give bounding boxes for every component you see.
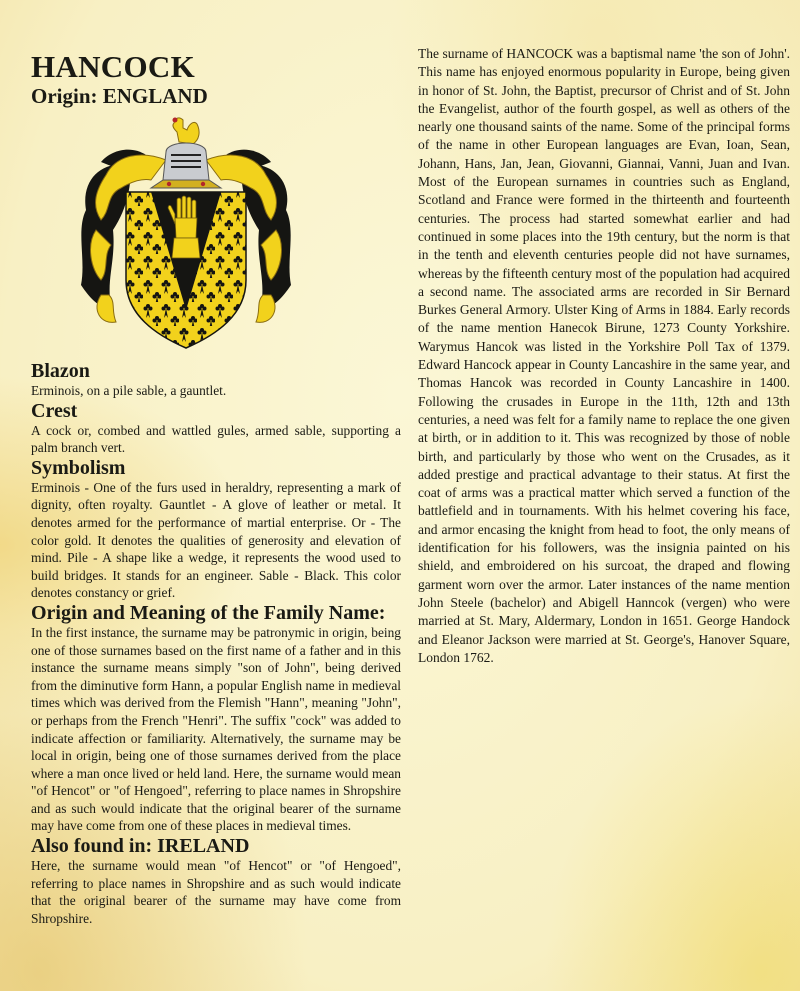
- crest-heading: Crest: [31, 399, 78, 422]
- blazon-heading: Blazon: [31, 360, 90, 382]
- symbolism-heading: Symbolism: [31, 456, 126, 479]
- history-text: The surname of HANCOCK was a baptismal name 'the son of John'. This name has enjoyed enormous popularity in Europe, being given in honor of St. John, the Baptist, precursor of Christ and of St. John the Evangelist, author of the fourth gospel, as well as others of the nearly one thousand saints of the name. Some of the principal forms of the name in other European languages are Evan, Ioan, Sean, Johann, Hans, Jan, Jean, Giovanni, Giannai, Vanni, Juan and Ivan. Most of the European surnames in countries such as England, Scotland and France were formed in the thirteenth and fourteenth centuries. The process had started somewhat earlier and had continued in some places into the 19th century, but the norm is that in the tenth and eleventh centuries people did not have surnames, whereas by the fifteenth century most of the population had acquired a second name. The associated arms are recorded in Sir Bernard Burkes General Armory. Ulster King of Arms in 1884. Early records of the name mention Hanecok Birune, 1273 County Yorkshire. Warymus Hancok was listed in the Yorkshire Poll Tax of 1379. Edward Hancock appear in County Lancashire in the same year, and Thomas Hancok was recorded in County Lancashire in 1400. Following the crusades in Europe in the 11th, 12th and 13th centuries, a need was felt for a family name to replace the one given at birth, or in addition to it. This was recognized by those of noble birth, and particularly by those who went on the Crusades, as it added prestige and practical advantage to their status. At first the coat of arms was a practical matter which served a function of the battlefield and in tournaments. With his helmet covering his face, and armor encasing the knight from head to foot, the only means of identification for his followers, was the insignia painted on his shield, and embroidered on his surcoat, the draped and flowing garment worn over the armor. Later instances of the name mention John Steele (bachelor) and Abigell Hanncok (vergen) who were married at St. Mary, Aldermary, London in 1651. George Handock and Eleanor Jackson were married at St. George's, Hanover Square, London 1762.: [418, 46, 790, 665]
- coat-of-arms-icon: [71, 110, 301, 360]
- surname-title: HANCOCK: [31, 49, 195, 84]
- also-found-text: Here, the surname would mean "of Hencot" or "of Hengoed", referring to place names in Shropshire and as such would indicate that the original bearer of the surname may have come from Shropshire.: [31, 858, 401, 926]
- blazon-text: Erminois, on a pile sable, a gauntlet.: [31, 383, 227, 398]
- symbolism-text: Erminois - One of the furs used in heraldry, representing a mark of dignity, often royalty. Gauntlet - A glove of leather or metal. It denotes armed for the performance of martial enterprise. Or - The color gold. It denotes the qualities of generosity and elevation of mind. Pile - A shape like a wedge, it represents the wood used to build bridges. It stands for an engineer. Sable - Black. This color denotes constancy or grief.: [31, 479, 401, 601]
- origin-subtitle: Origin: ENGLAND: [31, 84, 208, 108]
- right-column: [418, 45, 790, 667]
- coat-of-arms: [31, 110, 401, 360]
- origin-meaning-text: In the first instance, the surname may be patronymic in origin, being one of those surnames based on the first name of a father and in this instance the surname means simply "son of John", being derived from the diminutive form Hann, a popular English name in medieval times which was derived from the Flemish "Hann", meaning "John", or perhaps from the French "Henri". The suffix "cock" was added to indicate affection or familiarity. Alternatively, the surname may be local in origin, being one of those surnames derived from the place where a man once lived or held land. Here, the surname would mean "of Hencot" or "of Hengoed", referring to place names in Shropshire and as such would indicate that the original bearer of the surname may have come from one of these places in medieval times.: [31, 624, 401, 834]
- also-found-heading: Also found in: IRELAND: [31, 835, 250, 858]
- left-column: [31, 50, 401, 927]
- origin-meaning-heading: Origin and Meaning of the Family Name:: [31, 601, 386, 624]
- crest-text: A cock or, combed and wattled gules, armed sable, supporting a palm branch vert.: [31, 422, 401, 456]
